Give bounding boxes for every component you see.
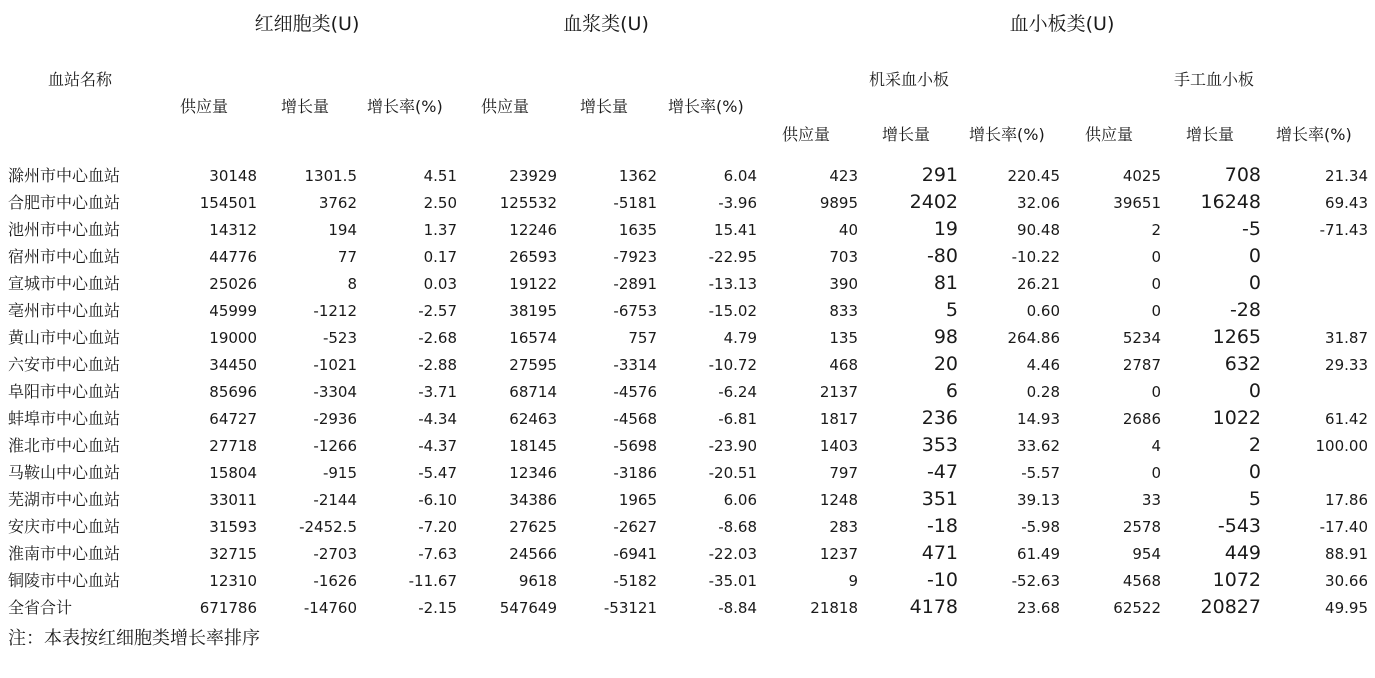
cell-rbc-supply: 31593 — [209, 518, 257, 536]
cell-aph-growth: 19 — [933, 218, 958, 240]
cell-aph-growth: 236 — [921, 407, 958, 429]
cell-rbc-rate: -3.71 — [418, 383, 457, 401]
cell-station-name: 亳州市中心血站 — [8, 301, 121, 320]
cell-station-name: 六安市中心血站 — [8, 355, 121, 374]
cell-rbc-growth: 1301.5 — [304, 167, 357, 185]
cell-station-name: 铜陵市中心血站 — [8, 571, 121, 590]
cell-aph-rate: 33.62 — [1017, 437, 1060, 455]
cell-plasma-supply: 38195 — [509, 302, 557, 320]
cell-man-rate: 21.34 — [1325, 167, 1368, 185]
cell-rbc-rate: -2.57 — [418, 302, 457, 320]
cell-aph-supply: 9895 — [819, 194, 858, 212]
cell-aph-growth: -10 — [926, 569, 958, 591]
cell-man-growth: 20827 — [1200, 596, 1261, 618]
cell-rbc-rate: -4.34 — [418, 410, 457, 428]
cell-plasma-supply: 23929 — [509, 167, 557, 185]
cell-aph-growth: 81 — [933, 272, 958, 294]
cell-aph-supply: 423 — [829, 167, 858, 185]
cell-rbc-supply: 64727 — [209, 410, 257, 428]
cell-rbc-supply: 34450 — [209, 356, 257, 374]
cell-man-rate: 61.42 — [1325, 410, 1368, 428]
col-plasma-growth: 增长量 — [580, 97, 629, 116]
cell-man-rate: 17.86 — [1325, 491, 1368, 509]
cell-aph-rate: -5.57 — [1021, 464, 1060, 482]
cell-plasma-supply: 27625 — [509, 518, 557, 536]
cell-plasma-supply: 12246 — [509, 221, 557, 239]
cell-man-growth: 0 — [1248, 461, 1261, 483]
cell-aph-rate: 0.60 — [1026, 302, 1060, 320]
table-note: 注：本表按红细胞类增长率排序 — [8, 628, 260, 649]
cell-aph-supply: 1817 — [819, 410, 858, 428]
cell-plasma-growth: -2627 — [613, 518, 657, 536]
cell-rbc-supply: 14312 — [209, 221, 257, 239]
cell-aph-rate: 23.68 — [1017, 599, 1060, 617]
cell-man-supply: 5234 — [1122, 329, 1161, 347]
cell-rbc-rate: -7.20 — [418, 518, 457, 536]
cell-man-supply: 0 — [1151, 302, 1161, 320]
cell-aph-rate: 220.45 — [1007, 167, 1060, 185]
cell-plasma-rate: 6.06 — [723, 491, 757, 509]
cell-rbc-supply: 671786 — [199, 599, 257, 617]
cell-rbc-supply: 15804 — [209, 464, 257, 482]
cell-aph-growth: -47 — [926, 461, 958, 483]
cell-man-growth: 1022 — [1212, 407, 1261, 429]
cell-rbc-growth: 77 — [337, 248, 357, 266]
header-station-name: 血站名称 — [48, 70, 113, 89]
cell-station-name: 安庆市中心血站 — [8, 517, 121, 536]
cell-plasma-growth: 1965 — [618, 491, 657, 509]
cell-rbc-rate: 0.17 — [423, 248, 457, 266]
cell-aph-supply: 833 — [829, 302, 858, 320]
cell-rbc-growth: -1021 — [313, 356, 357, 374]
cell-aph-rate: 0.28 — [1026, 383, 1060, 401]
cell-aph-growth: 291 — [921, 164, 958, 186]
cell-plasma-rate: -3.96 — [718, 194, 757, 212]
cell-rbc-growth: -2703 — [313, 545, 357, 563]
cell-man-rate: 30.66 — [1325, 572, 1368, 590]
cell-rbc-growth: 194 — [328, 221, 357, 239]
cell-aph-growth: 98 — [933, 326, 958, 348]
col-man-supply: 供应量 — [1085, 125, 1134, 144]
cell-rbc-supply: 19000 — [209, 329, 257, 347]
cell-plasma-growth: -2891 — [613, 275, 657, 293]
header-plasma: 血浆类(U) — [563, 13, 649, 35]
cell-plasma-supply: 62463 — [509, 410, 557, 428]
cell-plasma-supply: 125532 — [499, 194, 557, 212]
cell-rbc-supply: 154501 — [199, 194, 257, 212]
cell-aph-growth: 6 — [945, 380, 958, 402]
cell-plasma-rate: -22.03 — [708, 545, 757, 563]
cell-aph-rate: -5.98 — [1021, 518, 1060, 536]
cell-station-name: 淮南市中心血站 — [8, 544, 121, 563]
cell-plasma-supply: 27595 — [509, 356, 557, 374]
cell-plasma-rate: 15.41 — [714, 221, 757, 239]
cell-man-rate: -71.43 — [1319, 221, 1368, 239]
cell-plasma-rate: -15.02 — [708, 302, 757, 320]
cell-rbc-supply: 30148 — [209, 167, 257, 185]
cell-plasma-rate: -23.90 — [708, 437, 757, 455]
cell-man-supply: 2686 — [1122, 410, 1161, 428]
cell-aph-supply: 40 — [838, 221, 858, 239]
cell-plasma-rate: 4.79 — [723, 329, 757, 347]
col-aph-supply: 供应量 — [782, 125, 831, 144]
cell-man-rate: 88.91 — [1325, 545, 1368, 563]
cell-rbc-supply: 32715 — [209, 545, 257, 563]
cell-rbc-rate: -2.88 — [418, 356, 457, 374]
cell-man-rate: 49.95 — [1325, 599, 1368, 617]
cell-rbc-growth: -2144 — [313, 491, 357, 509]
cell-rbc-growth: -2452.5 — [299, 518, 357, 536]
cell-aph-growth: 5 — [945, 299, 958, 321]
cell-rbc-supply: 44776 — [209, 248, 257, 266]
col-rbc-rate: 增长率(%) — [367, 97, 443, 116]
col-plasma-rate: 增长率(%) — [668, 97, 744, 116]
cell-plasma-supply: 547649 — [499, 599, 557, 617]
cell-aph-supply: 21818 — [810, 599, 858, 617]
cell-plasma-growth: 1635 — [618, 221, 657, 239]
cell-rbc-rate: -5.47 — [418, 464, 457, 482]
cell-rbc-rate: 4.51 — [423, 167, 457, 185]
cell-rbc-rate: -7.63 — [418, 545, 457, 563]
cell-plasma-growth: 757 — [628, 329, 657, 347]
cell-man-growth: 632 — [1224, 353, 1261, 375]
cell-plasma-rate: -8.68 — [718, 518, 757, 536]
cell-plasma-growth: -5182 — [613, 572, 657, 590]
cell-man-supply: 2578 — [1122, 518, 1161, 536]
cell-aph-rate: 4.46 — [1026, 356, 1060, 374]
col-aph-growth: 增长量 — [882, 125, 931, 144]
cell-rbc-supply: 27718 — [209, 437, 257, 455]
cell-station-name: 阜阳市中心血站 — [8, 382, 121, 401]
cell-station-name: 芜湖市中心血站 — [8, 490, 121, 509]
cell-aph-rate: 61.49 — [1017, 545, 1060, 563]
cell-aph-growth: 2402 — [909, 191, 958, 213]
cell-man-growth: 1072 — [1212, 569, 1261, 591]
cell-rbc-supply: 85696 — [209, 383, 257, 401]
cell-rbc-rate: 2.50 — [423, 194, 457, 212]
cell-man-growth: 0 — [1248, 380, 1261, 402]
cell-man-supply: 954 — [1132, 545, 1161, 563]
cell-station-name: 宣城市中心血站 — [8, 274, 121, 293]
cell-plasma-growth: -3314 — [613, 356, 657, 374]
cell-rbc-growth: -1212 — [313, 302, 357, 320]
cell-plasma-growth: -3186 — [613, 464, 657, 482]
cell-station-name: 合肥市中心血站 — [8, 193, 121, 212]
cell-plasma-growth: -4576 — [613, 383, 657, 401]
cell-aph-rate: 264.86 — [1007, 329, 1060, 347]
cell-man-growth: 1265 — [1212, 326, 1261, 348]
cell-station-name: 全省合计 — [8, 598, 73, 617]
cell-plasma-growth: -7923 — [613, 248, 657, 266]
cell-aph-growth: 351 — [921, 488, 958, 510]
cell-aph-supply: 283 — [829, 518, 858, 536]
cell-plasma-rate: -13.13 — [708, 275, 757, 293]
cell-rbc-rate: -11.67 — [408, 572, 457, 590]
cell-rbc-rate: -4.37 — [418, 437, 457, 455]
cell-man-growth: 0 — [1248, 272, 1261, 294]
col-rbc-supply: 供应量 — [180, 97, 229, 116]
cell-man-supply: 4025 — [1122, 167, 1161, 185]
cell-rbc-rate: -6.10 — [418, 491, 457, 509]
cell-rbc-rate: 0.03 — [423, 275, 457, 293]
cell-plasma-supply: 16574 — [509, 329, 557, 347]
header-rbc: 红细胞类(U) — [254, 13, 360, 35]
cell-man-rate: -17.40 — [1319, 518, 1368, 536]
cell-man-growth: 708 — [1224, 164, 1261, 186]
cell-aph-rate: 14.93 — [1017, 410, 1060, 428]
cell-rbc-rate: -2.15 — [418, 599, 457, 617]
cell-aph-rate: 32.06 — [1017, 194, 1060, 212]
cell-man-growth: 2 — [1248, 434, 1261, 456]
cell-aph-rate: -52.63 — [1011, 572, 1060, 590]
cell-man-supply: 0 — [1151, 248, 1161, 266]
cell-rbc-supply: 12310 — [209, 572, 257, 590]
cell-man-supply: 0 — [1151, 383, 1161, 401]
cell-man-supply: 0 — [1151, 275, 1161, 293]
cell-man-supply: 4568 — [1122, 572, 1161, 590]
cell-rbc-growth: 8 — [347, 275, 357, 293]
cell-aph-growth: -18 — [926, 515, 958, 537]
cell-aph-supply: 135 — [829, 329, 858, 347]
cell-man-growth: -28 — [1229, 299, 1261, 321]
cell-man-rate: 31.87 — [1325, 329, 1368, 347]
col-man-rate: 增长率(%) — [1276, 125, 1352, 144]
cell-station-name: 马鞍山中心血站 — [8, 463, 121, 482]
cell-plasma-rate: -20.51 — [708, 464, 757, 482]
cell-man-rate: 69.43 — [1325, 194, 1368, 212]
cell-rbc-supply: 25026 — [209, 275, 257, 293]
cell-aph-growth: 353 — [921, 434, 958, 456]
cell-plasma-supply: 12346 — [509, 464, 557, 482]
cell-aph-supply: 1403 — [819, 437, 858, 455]
cell-plasma-growth: 1362 — [618, 167, 657, 185]
cell-rbc-growth: -14760 — [303, 599, 357, 617]
header-apheresis-platelet: 机采血小板 — [868, 70, 950, 89]
cell-aph-supply: 9 — [848, 572, 858, 590]
cell-plasma-supply: 9618 — [518, 572, 557, 590]
cell-station-name: 滁州市中心血站 — [8, 166, 121, 185]
cell-man-rate: 100.00 — [1315, 437, 1368, 455]
cell-man-supply: 2 — [1151, 221, 1161, 239]
cell-plasma-growth: -5698 — [613, 437, 657, 455]
cell-man-growth: 5 — [1248, 488, 1261, 510]
cell-rbc-growth: -1626 — [313, 572, 357, 590]
cell-station-name: 宿州市中心血站 — [8, 247, 121, 266]
cell-rbc-growth: -523 — [322, 329, 357, 347]
cell-aph-supply: 703 — [829, 248, 858, 266]
cell-station-name: 池州市中心血站 — [8, 220, 121, 239]
cell-plasma-supply: 34386 — [509, 491, 557, 509]
cell-plasma-growth: -6941 — [613, 545, 657, 563]
cell-station-name: 黄山市中心血站 — [8, 328, 121, 347]
cell-plasma-growth: -5181 — [613, 194, 657, 212]
col-aph-rate: 增长率(%) — [969, 125, 1045, 144]
cell-station-name: 蚌埠市中心血站 — [8, 409, 121, 428]
cell-rbc-rate: -2.68 — [418, 329, 457, 347]
cell-plasma-rate: -35.01 — [708, 572, 757, 590]
cell-man-supply: 0 — [1151, 464, 1161, 482]
col-man-growth: 增长量 — [1186, 125, 1235, 144]
cell-aph-growth: 20 — [933, 353, 958, 375]
cell-plasma-growth: -53121 — [603, 599, 657, 617]
cell-plasma-supply: 19122 — [509, 275, 557, 293]
cell-man-rate: 29.33 — [1325, 356, 1368, 374]
cell-man-supply: 39651 — [1113, 194, 1161, 212]
cell-aph-supply: 468 — [829, 356, 858, 374]
cell-man-growth: -5 — [1242, 218, 1261, 240]
cell-plasma-supply: 26593 — [509, 248, 557, 266]
cell-aph-supply: 390 — [829, 275, 858, 293]
cell-plasma-growth: -4568 — [613, 410, 657, 428]
cell-rbc-growth: -915 — [322, 464, 357, 482]
cell-aph-rate: 26.21 — [1017, 275, 1060, 293]
cell-plasma-supply: 68714 — [509, 383, 557, 401]
cell-plasma-rate: -6.24 — [718, 383, 757, 401]
cell-plasma-rate: -6.81 — [718, 410, 757, 428]
cell-man-supply: 4 — [1151, 437, 1161, 455]
header-manual-platelet: 手工血小板 — [1173, 70, 1255, 89]
cell-aph-growth: 471 — [921, 542, 958, 564]
cell-aph-growth: -80 — [926, 245, 958, 267]
cell-station-name: 淮北市中心血站 — [8, 436, 121, 455]
col-rbc-growth: 增长量 — [281, 97, 330, 116]
cell-aph-growth: 4178 — [909, 596, 958, 618]
cell-rbc-growth: -1266 — [313, 437, 357, 455]
cell-man-supply: 62522 — [1113, 599, 1161, 617]
cell-rbc-growth: -3304 — [313, 383, 357, 401]
cell-plasma-rate: 6.04 — [723, 167, 757, 185]
cell-rbc-supply: 33011 — [209, 491, 257, 509]
cell-man-growth: 449 — [1224, 542, 1261, 564]
cell-man-supply: 33 — [1141, 491, 1161, 509]
cell-aph-rate: 90.48 — [1017, 221, 1060, 239]
cell-man-growth: 0 — [1248, 245, 1261, 267]
cell-rbc-supply: 45999 — [209, 302, 257, 320]
col-plasma-supply: 供应量 — [481, 97, 530, 116]
cell-man-growth: 16248 — [1200, 191, 1261, 213]
header-platelet: 血小板类(U) — [1009, 13, 1115, 35]
cell-aph-supply: 1237 — [819, 545, 858, 563]
cell-man-growth: -543 — [1217, 515, 1261, 537]
cell-plasma-rate: -10.72 — [708, 356, 757, 374]
cell-plasma-supply: 24566 — [509, 545, 557, 563]
cell-rbc-growth: -2936 — [313, 410, 357, 428]
cell-aph-supply: 797 — [829, 464, 858, 482]
cell-rbc-growth: 3762 — [318, 194, 357, 212]
cell-plasma-supply: 18145 — [509, 437, 557, 455]
cell-man-supply: 2787 — [1122, 356, 1161, 374]
cell-aph-rate: -10.22 — [1011, 248, 1060, 266]
cell-plasma-growth: -6753 — [613, 302, 657, 320]
cell-rbc-rate: 1.37 — [423, 221, 457, 239]
cell-aph-rate: 39.13 — [1017, 491, 1060, 509]
cell-plasma-rate: -8.84 — [718, 599, 757, 617]
cell-aph-supply: 1248 — [819, 491, 858, 509]
cell-plasma-rate: -22.95 — [708, 248, 757, 266]
cell-aph-supply: 2137 — [819, 383, 858, 401]
